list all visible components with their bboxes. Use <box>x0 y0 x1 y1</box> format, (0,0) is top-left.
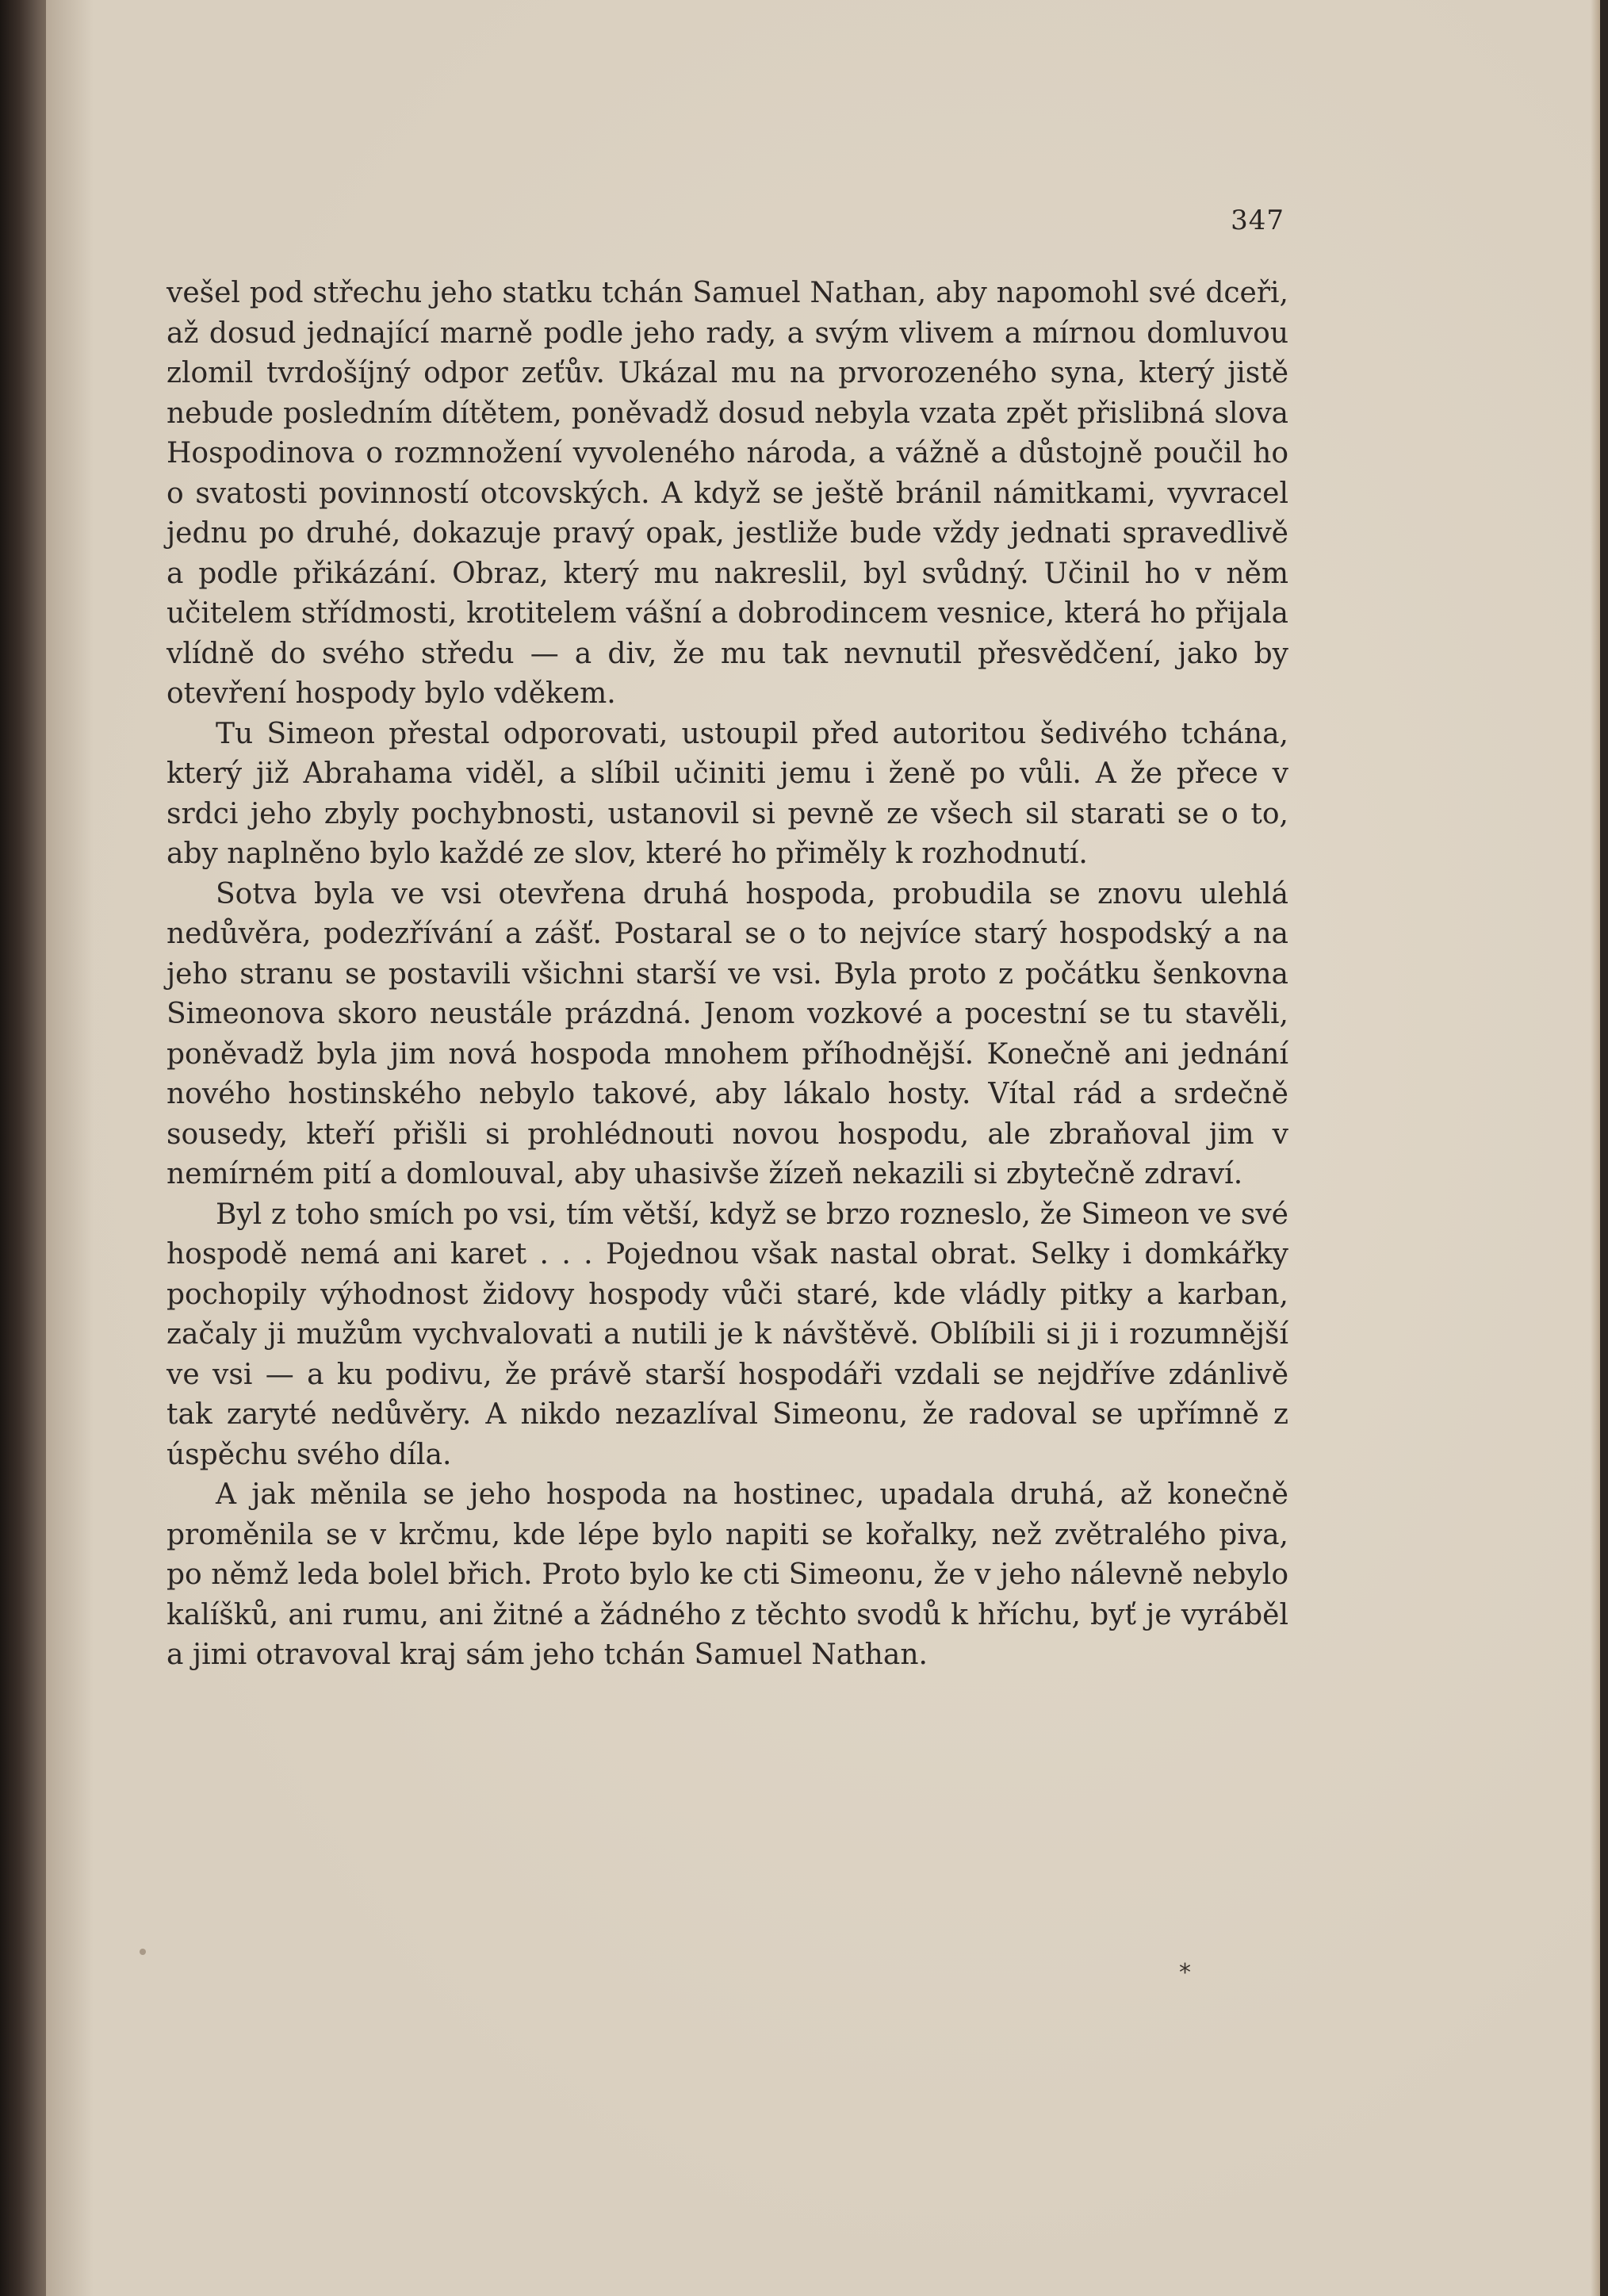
paragraph-4: Byl z toho smích po vsi, tím větší, když se brzo rozneslo, že Simeon ve své hospodě nemá ani karet . . . Pojednou však nastal obrat. Selky i domkářky pochopily výhodnost židovy hospody vůči staré, kde vládly pitky a karban, začaly ji mužům vychvalovati a nutili je k návštěvě. Oblíbili si ji i rozumnější ve vsi — a ku podivu, že právě starší hospodáři vzdali se nejdříve zdánlivě tak zaryté nedůvěry. A nikdo nezazlíval Simeonu, že radoval se upřímně z úspěchu svého díla. <box>167 1198 1288 1471</box>
paragraph-5: A jak měnila se jeho hospoda na hostinec, upadala druhá, až konečně proměnila se v krčmu, kde lépe bylo napiti se kořalky, než zvětralého piva, po němž leda bolel břich. Proto bylo ke cti Simeonu, že v jeho nálevně nebylo kalíšků, ani rumu, ani žitné a žádného z těchto svodů k hříchu, byť je vyráběl a jimi otravoval kraj sám jeho tchán Samuel Nathan. <box>167 1478 1288 1671</box>
paragraph-1: vešel pod střechu jeho statku tchán Samuel Nathan, aby napomohl své dceři, až dosud jednající marně podle jeho rady, a svým vlivem a mírnou domluvou zlomil tvrdošíjný odpor zeťův. Ukázal mu na prvorozeného syna, který jistě nebude posledním dítětem, poněvadž dosud nebyla vzata zpět přislibná slova Hospodinova o rozmnožení vyvoleného národa, a vážně a důstojně poučil ho o svatosti povinností otcovských. A když se ještě bránil námitkami, vyvracel jednu po druhé, dokazuje pravý opak, jestliže bude vždy jednati spravedlivě a podle přikázání. Obraz, který mu nakreslil, byl svůdný. Učinil ho v něm učitelem střídmosti, krotitelem vášní a dobrodincem vesnice, která ho přijala vlídně do svého středu — a div, že mu tak nevnutil přesvědčení, jako by otevření hospody bylo vděkem. <box>167 277 1288 710</box>
section-ornament: * <box>1179 1959 1191 1987</box>
page-edge <box>1591 0 1600 2296</box>
paragraph-2: Tu Simeon přestal odporovati, ustoupil před autoritou šedivého tchána, který již Abrahama viděl, a slíbil učiniti jemu i ženě po vůli. A že přece v srdci jeho zbyly pochybnosti, ustanovil si pevně ze všech sil starati se o to, aby naplněno bylo každé ze slov, které ho přiměly k rozhodnutí. <box>167 717 1288 870</box>
page-number: 347 <box>1231 205 1284 236</box>
paragraph-3: Sotva byla ve vsi otevřena druhá hospoda, probudila se znovu ulehlá nedůvěra, podezřívání a zášť. Postaral se o to nejvíce starý hospodský a na jeho stranu se postavili všichni starší ve vsi. Byla proto z počátku šenkovna Simeonova skoro neustále prázdná. Jenom vozkové a pocestní se tu stavěli, poněvadž byla jim nová hospoda mnohem příhodnější. Konečně ani jednání nového hostinského nebylo takové, aby lákalo hosty. Vítal rád a srdečně sousedy, kteří přišli si prohlédnouti novou hospodu, ale zbraňoval jim v nemírném pití a domlouval, aby uhasivše žízeň nekazili si zbytečně zdraví. <box>167 877 1288 1190</box>
paper-speck <box>140 1949 146 1955</box>
body-text <box>167 274 1288 1676</box>
